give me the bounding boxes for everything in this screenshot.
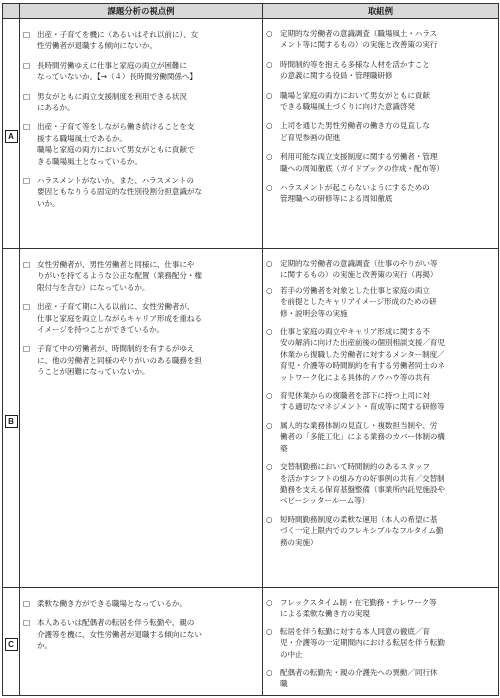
action-text: 定期的な労働者の意識調査（仕事のやりがい等 に関するもの）の実施と改善策の実行（再掲） bbox=[280, 259, 438, 280]
action-text: フレックスタイム制・在宅勤務・テレワーク等 による柔軟な働き方の実現 bbox=[280, 598, 437, 619]
issue-text: 出産・子育て期に入る以前に、女性労働者が、 仕事と家庭を両立しながらキャリア形成を重ねる イメージを持つことができているか。 bbox=[37, 302, 202, 335]
checkbox-marker: □ bbox=[23, 30, 31, 39]
action-item bbox=[266, 667, 495, 690]
action-text: 時間制約等を抱える多様な人材を活かすこと の意義に関する役員・管理職研修 bbox=[280, 59, 430, 81]
issue-item bbox=[23, 617, 259, 651]
section-label-cell bbox=[3, 19, 20, 249]
issue-text: 女性労働者が、男性労働者と同様に、仕事にや りがいを持てるような公正な配置（業務配分・権 限付与を含む）になっているか。 bbox=[37, 260, 202, 292]
header-actions: 取組例 bbox=[263, 4, 499, 19]
action-item bbox=[266, 90, 495, 113]
issue-item bbox=[23, 121, 259, 167]
circle-marker: ○ bbox=[266, 152, 273, 162]
circle-marker: ○ bbox=[266, 391, 273, 401]
action-item bbox=[266, 390, 495, 413]
issue-text: 長時間労働ゆえに仕事と家庭の両立が困難に なっていないか。【→（４）長時間労働関係へ】 bbox=[37, 60, 197, 82]
checkbox-marker: □ bbox=[23, 60, 31, 70]
action-item bbox=[266, 626, 495, 660]
circle-marker: ○ bbox=[266, 626, 273, 636]
issues-cell bbox=[20, 19, 263, 249]
actions-cell bbox=[263, 588, 499, 696]
circle-marker: ○ bbox=[266, 259, 273, 268]
action-text: 職場と家庭の両方において男女がともに貢献 できる職場風土づくりに向けた意識啓発 bbox=[280, 90, 430, 112]
issue-item bbox=[23, 60, 259, 83]
action-item bbox=[266, 120, 495, 143]
section-label: C bbox=[5, 638, 18, 651]
action-item bbox=[266, 59, 495, 82]
issue-item bbox=[23, 175, 259, 209]
action-item bbox=[266, 514, 495, 548]
circle-marker: ○ bbox=[266, 121, 273, 131]
checkbox-marker: □ bbox=[23, 599, 31, 608]
action-text: 転居を伴う転勤に対する本人同意の徹底／育 児・介護等の一定期間内における転居を伴う転勤 の中止 bbox=[280, 626, 445, 659]
circle-marker: ○ bbox=[266, 420, 273, 430]
section-label-cell bbox=[3, 249, 20, 588]
checkbox-marker: □ bbox=[23, 618, 31, 628]
section-label: A bbox=[5, 130, 18, 143]
action-item bbox=[266, 326, 495, 383]
action-text: 短時間勤務制度の柔軟な運用（本人の希望に基 づく一定上限内でのフレキシブルなフルタイム勤 務の実施） bbox=[280, 514, 444, 547]
circle-marker: ○ bbox=[266, 285, 273, 295]
checkbox-marker: □ bbox=[23, 176, 31, 186]
action-text: 育児休業からの復職者を部下に持つ上司に対 する適切なマネジメント・育成等に関する研修等 bbox=[280, 391, 445, 412]
action-text: 利用可能な両立支援制度に関する労働者・管理 職への周知徹底（ガイドブックの作成・配布等） bbox=[280, 152, 444, 173]
analysis-table bbox=[2, 3, 499, 696]
checkbox-marker: □ bbox=[23, 302, 31, 312]
action-text: ハラスメントが起こらないようにするための 管理職への研修等による周知徹底 bbox=[280, 183, 430, 204]
action-item bbox=[266, 182, 495, 205]
action-text: 配偶者の転勤先・親の介護先への異動／同行休 職 bbox=[280, 668, 438, 689]
issue-item bbox=[23, 301, 259, 335]
checkbox-marker: □ bbox=[23, 122, 31, 132]
circle-marker: ○ bbox=[266, 90, 273, 100]
action-text: 定期的な労働者の意識調査（職場風土・ハラス メント等に関するもの）の実施と改善策の実行 bbox=[280, 29, 438, 50]
action-item bbox=[266, 285, 495, 319]
action-text: 若手の労働者を対象とした仕事と家庭の両立 を前提としたキャリアイメージ形成のための研 修・説明会等の実施 bbox=[280, 285, 437, 318]
issue-text: ハラスメントがないか。また、ハラスメントの 要因ともなりうる固定的な性別役割分担意識がな いか。 bbox=[37, 176, 202, 208]
actions-cell bbox=[263, 19, 499, 249]
action-item bbox=[266, 597, 495, 620]
action-text: 上司を通じた男性労働者の働き方の見直しな ど育児参画の促進 bbox=[280, 121, 430, 142]
issue-item bbox=[23, 259, 259, 293]
circle-marker: ○ bbox=[266, 514, 273, 524]
issue-item bbox=[23, 343, 259, 377]
issues-cell bbox=[20, 249, 263, 588]
section-label-cell bbox=[3, 588, 20, 696]
checkbox-marker: □ bbox=[23, 344, 31, 354]
section-row bbox=[3, 19, 499, 249]
action-item bbox=[266, 461, 495, 507]
action-item bbox=[266, 258, 495, 281]
action-text: 属人的な業務体制の見直し・複数担当制や、労 働者の「多能工化」による業務のカバー体制の構 築 bbox=[280, 420, 445, 453]
issue-text: 本人あるいは配偶者の転居を伴う転勤や、親の 介護等を機に、女性労働者が退職する傾向にない か。 bbox=[37, 618, 202, 651]
page bbox=[2, 3, 498, 695]
issue-item bbox=[23, 29, 259, 52]
issue-item bbox=[23, 91, 259, 114]
section-label: B bbox=[5, 415, 18, 428]
action-item bbox=[266, 28, 495, 51]
issue-item bbox=[23, 598, 259, 609]
issue-text: 子育て中の労働者が、時間制約を有するがゆえ に、他の労働者と同様のやりがいのある職務を担 うことが困難になっていないか。 bbox=[37, 344, 202, 377]
circle-marker: ○ bbox=[266, 327, 273, 337]
action-text: 仕事と家庭の両立やキャリア形成に関する不 安の解消に向けた出産前後の個別相談支援／育児 休業から復職した労働者に対するメンター制度／ 育児・介護等の時間制約を有する労働者同士のネ ットワーク化による具体的ノウハウ等の共有 bbox=[280, 327, 445, 382]
table-body bbox=[3, 19, 499, 696]
circle-marker: ○ bbox=[266, 598, 273, 607]
header-row bbox=[3, 4, 499, 19]
issue-text: 出産・子育てを機に（あるいはそれ以前に）、女 性労働者が退職する傾向にないか。 bbox=[37, 30, 199, 51]
section-row bbox=[3, 588, 499, 696]
circle-marker: ○ bbox=[266, 59, 273, 69]
checkbox-marker: □ bbox=[23, 260, 31, 269]
circle-marker: ○ bbox=[266, 462, 273, 472]
action-item bbox=[266, 151, 495, 174]
issue-text: 柔軟な働き方ができる職場となっているか。 bbox=[37, 599, 187, 608]
section-row bbox=[3, 249, 499, 588]
corner-cell bbox=[3, 4, 20, 19]
actions-cell bbox=[263, 249, 499, 588]
action-text: 交替制勤務において時間制約のあるスタッフ を活かすシフトの組み方の好事例の共有／交替制 勤務を支える保育基盤整備（事業所内託児施設や ベビーシッタールーム等） bbox=[280, 462, 445, 506]
header-issues: 課題分析の視点例 bbox=[20, 4, 263, 19]
checkbox-marker: □ bbox=[23, 91, 31, 101]
issues-cell bbox=[20, 588, 263, 696]
circle-marker: ○ bbox=[266, 668, 273, 678]
issue-text: 男女がともに両立支援制度を利用できる状況 にあるか。 bbox=[37, 91, 187, 113]
circle-marker: ○ bbox=[266, 29, 273, 38]
issue-text: 出産・子育て等をしながら働き続けることを支 援する職場風土であるか。 職場と家庭の両方において男女がともに貢献で きる職場風土となっているか。 bbox=[37, 122, 195, 166]
action-item bbox=[266, 420, 495, 454]
circle-marker: ○ bbox=[266, 183, 273, 193]
